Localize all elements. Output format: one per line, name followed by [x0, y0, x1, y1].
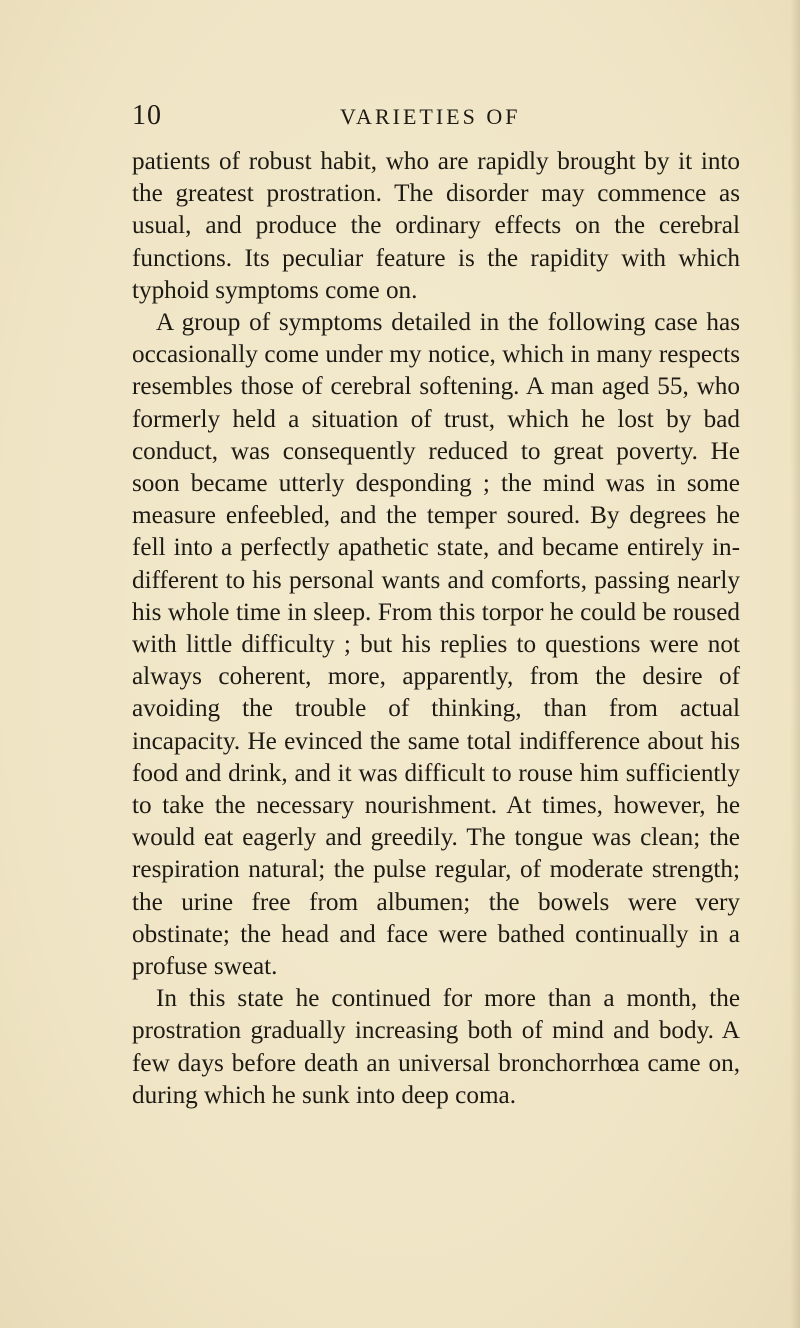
body-text: [132, 146, 740, 1112]
paragraph-2: A group of symptoms detailed in the following case has occasionally come under my notice, which in many respects resembles those of cerebral softening. A man aged 55, who formerly held a situation of trust, which he lost by bad conduct, was consequently reduced to great poverty. He soon became utterly desponding ; the mind was in some measure enfeebled, and the temper soured. By degrees he fell into a perfectly apathetic state, and became entirely in- different to his personal wants and comforts, passing nearly his whole time in sleep. From this torpor he could be roused with little difficulty ; but his replies to questions were not always coherent, more, apparently, from the desire of avoiding the trouble of thinking, than from actual incapacity. He evinced the same total indifference about his food and drink, and it was difficult to rouse him sufficiently to take the necessary nourishment. At times, however, he would eat eagerly and greedily. The tongue was clean; the respiration natural; the pulse regular, of moderate strength; the urine free from albumen; the bowels were very obstinate; the head and face were bathed continually in a profuse sweat.: [132, 309, 740, 981]
page-header: [0, 100, 800, 140]
paragraph-3: In this state he continued for more than a month, the prostration gradually increasing both of mind and body. A few days before death an universal bronchorrhœa came on, during which he sunk into deep coma.: [132, 985, 740, 1109]
paragraph-1: patients of robust habit, who are rapidly brought by it into the greatest prostration. The disorder may commence as usual, and produce the ordinary effects on the cerebral functions. Its peculiar feature is the rapidity with which typhoid symptoms come on.: [132, 148, 740, 304]
page-edge-shadow: [790, 0, 800, 1328]
running-head: VARIETIES OF: [340, 104, 521, 129]
page-number: 10: [132, 100, 162, 131]
